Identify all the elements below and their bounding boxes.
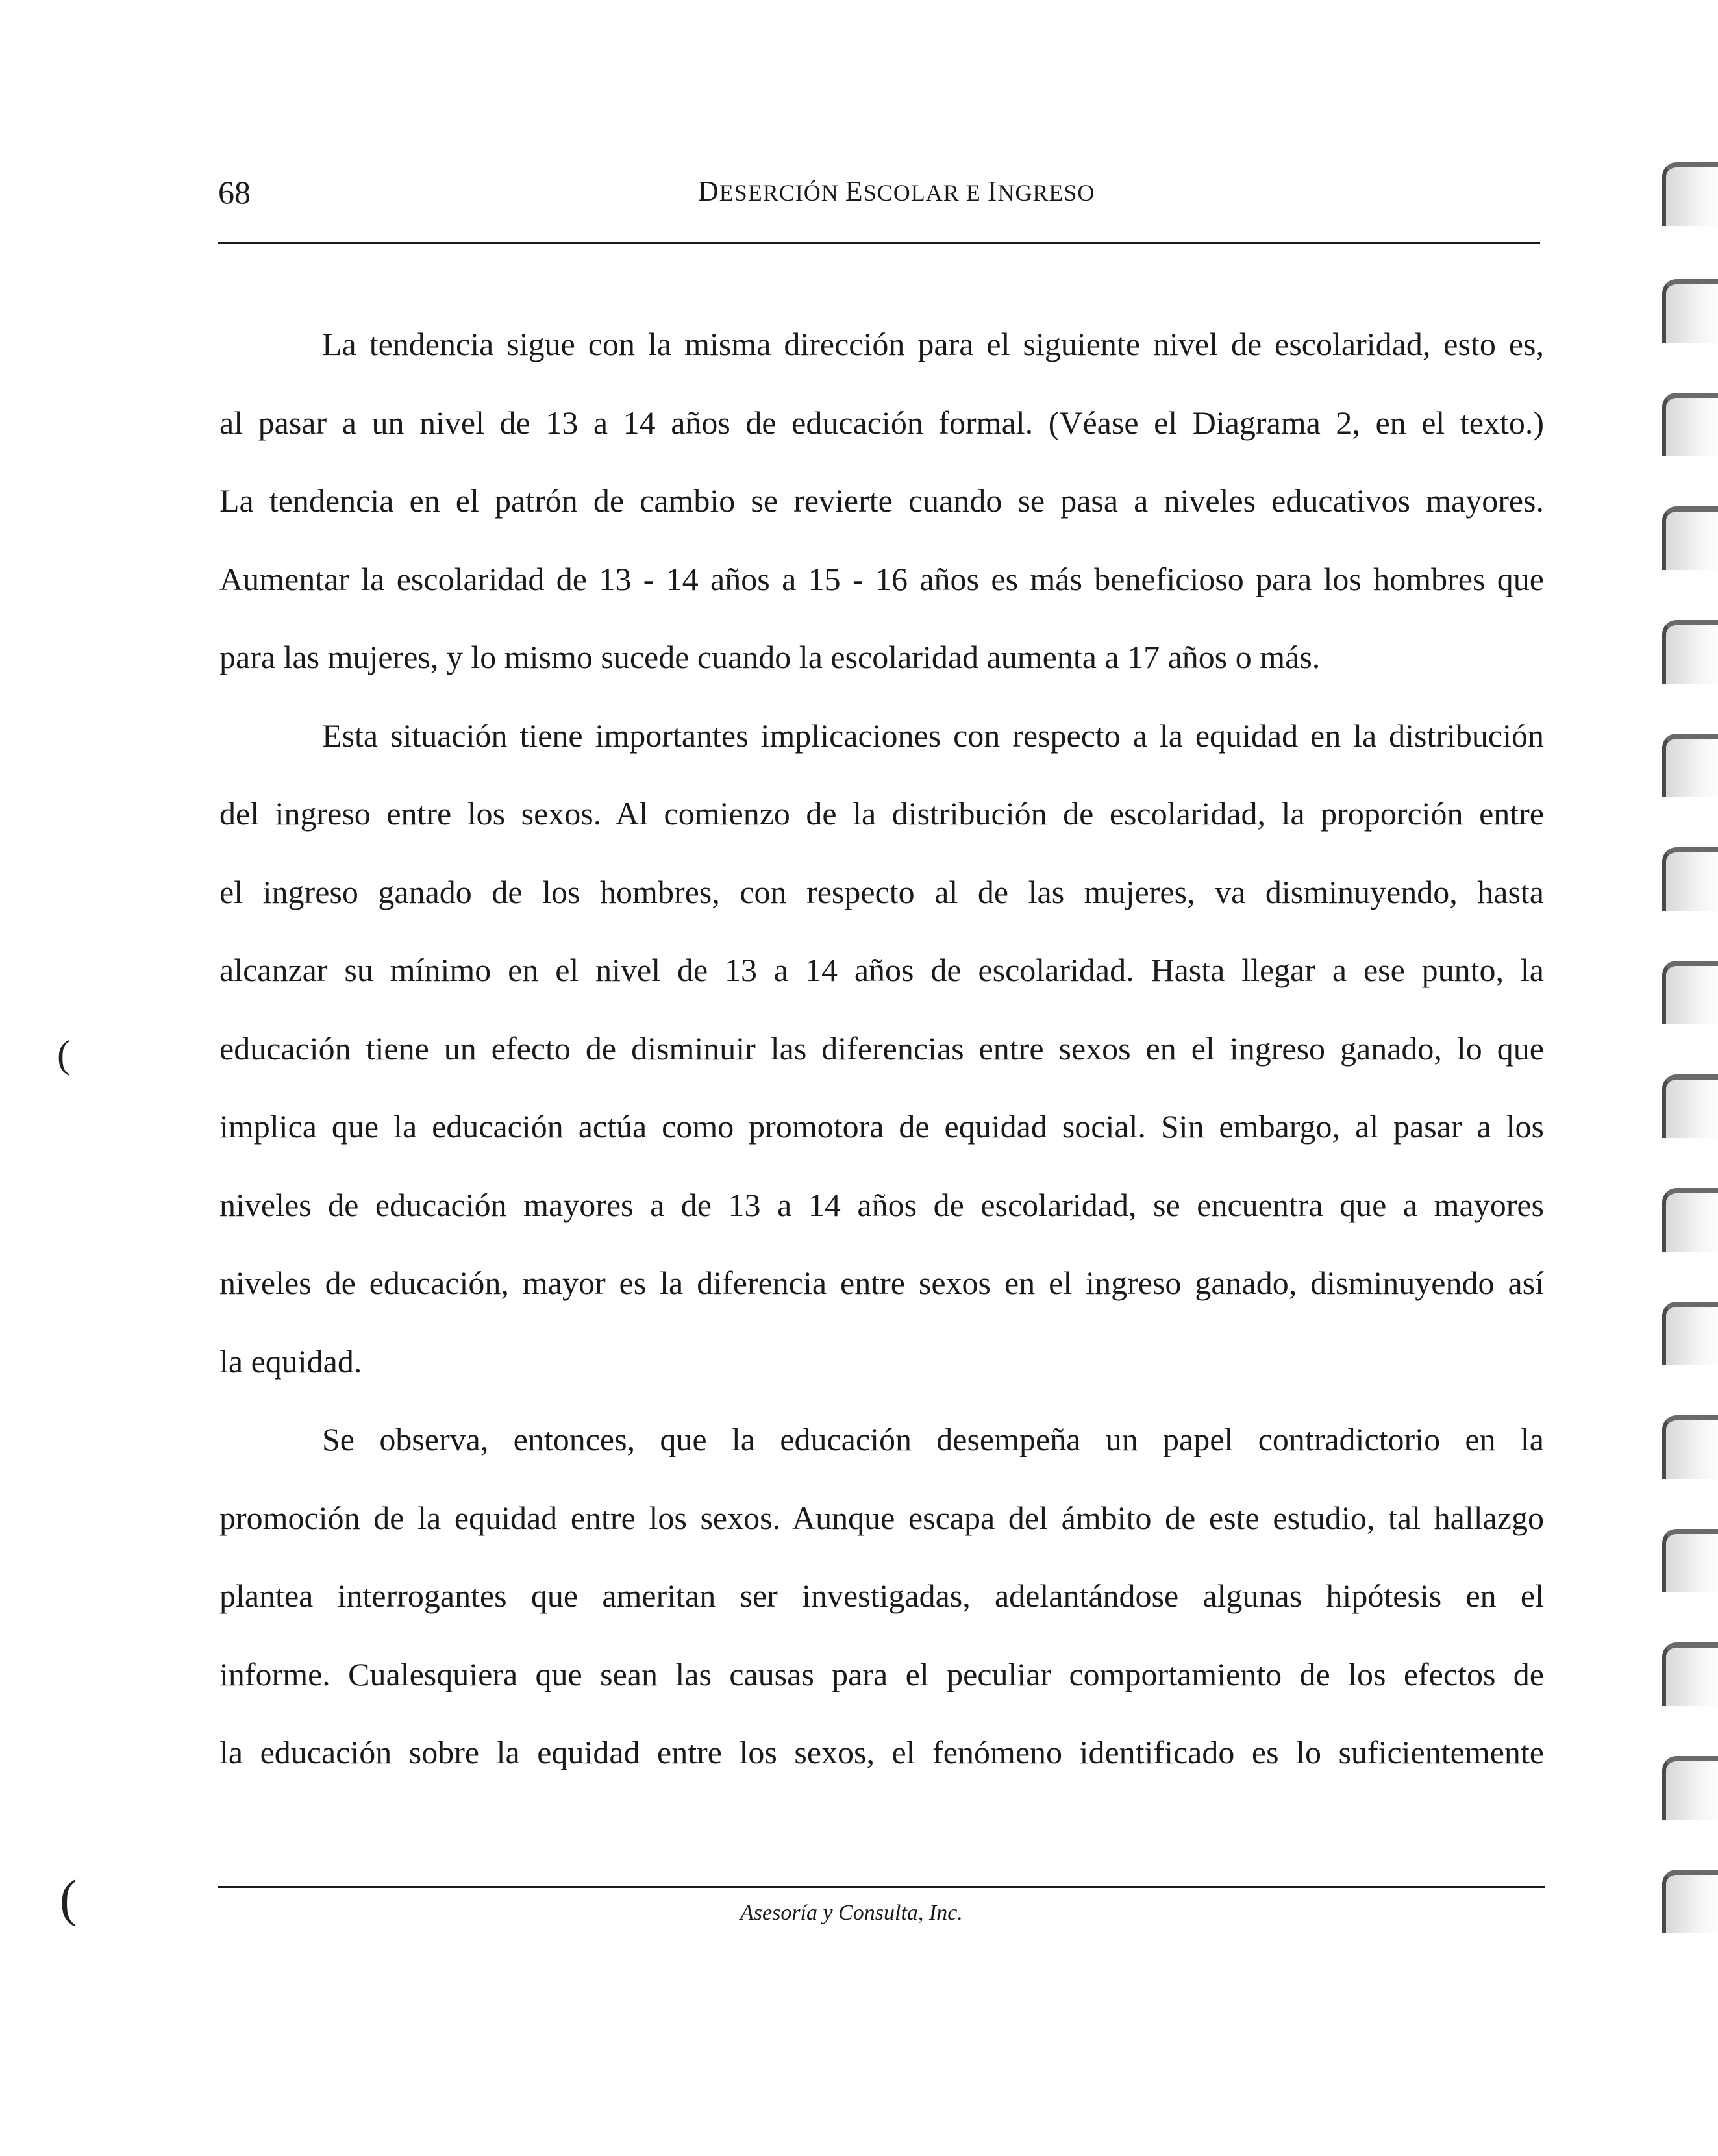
paragraph-2-line: Esta situación tiene importantes implicaciones con respecto a la equidad en la distribución: [322, 717, 1544, 754]
paragraph-2-line: del ingreso entre los sexos. Al comienzo de la distribución de escolaridad, la proporción entre: [219, 795, 1544, 832]
page-number: 68: [218, 174, 251, 210]
paragraph-2-line: niveles de educación mayores a de 13 a 14 años de escolaridad, se encuentra que a mayores: [219, 1186, 1544, 1223]
binding-coil: [1662, 279, 1718, 343]
binding-coil: [1662, 1188, 1718, 1252]
binding-coil: [1662, 1642, 1718, 1706]
margin-mark-bracket: (: [60, 1870, 77, 1927]
paragraph-3-line: Se observa, entonces, que la educación desempeña un papel contradictorio en la: [322, 1421, 1544, 1457]
running-head-part-2: SCOLAR E: [863, 180, 988, 206]
binding-coil: [1662, 847, 1718, 911]
spiral-binding: [1649, 39, 1718, 2156]
binding-coil: [1662, 1302, 1718, 1365]
paragraph-1-line: al pasar a un nivel de 13 a 14 años de educación formal. (Véase el Diagrama 2, en el texto.): [219, 404, 1544, 441]
binding-coil: [1662, 961, 1718, 1024]
running-head-part-1: ESERCIÓN: [719, 180, 845, 206]
paragraph-2-line: educación tiene un efecto de disminuir las diferencias entre sexos en el ingreso ganado, lo que: [219, 1030, 1544, 1067]
binding-coil: [1662, 1529, 1718, 1592]
margin-mark-bracket: (: [57, 1033, 70, 1076]
paragraph-1-line: para las mujeres, y lo mismo sucede cuando la escolaridad aumenta a 17 años o más.: [219, 639, 1321, 675]
binding-coil: [1662, 734, 1718, 797]
paragraph-1-line: Aumentar la escolaridad de 13 - 14 años a 15 - 16 años es más beneficioso para los hombres que: [219, 560, 1544, 597]
running-head-initial-e: E: [845, 175, 864, 207]
paragraph-3-line: la educación sobre la equidad entre los sexos, el fenómeno identificado es lo suficientemente: [219, 1734, 1544, 1770]
paragraph-2-line: niveles de educación, mayor es la diferencia entre sexos en el ingreso ganado, disminuyendo así: [219, 1265, 1544, 1301]
paragraph-2-line: alcanzar su mínimo en el nivel de 13 a 14 años de escolaridad. Hasta llegar a ese punto, la: [219, 952, 1544, 988]
paragraph-2-line: la equidad.: [219, 1343, 362, 1380]
running-head-initial-i: I: [987, 175, 998, 207]
paragraph-2-line: implica que la educación actúa como promotora de equidad social. Sin embargo, al pasar a los: [219, 1108, 1544, 1145]
binding-coil: [1662, 620, 1718, 684]
paragraph-1-line: La tendencia en el patrón de cambio se revierte cuando se pasa a niveles educativos mayores.: [219, 482, 1544, 519]
running-head: [698, 175, 1095, 209]
paragraph-3-line: promoción de la equidad entre los sexos. Aunque escapa del ámbito de este estudio, tal hallazgo: [219, 1499, 1544, 1536]
binding-coil: [1662, 1756, 1718, 1820]
header-rule: [218, 242, 1540, 244]
binding-coil: [1662, 1074, 1718, 1138]
running-head-initial-d: D: [698, 175, 719, 207]
binding-coil: [1662, 506, 1718, 570]
paragraph-3-line: informe. Cualesquiera que sean las causas para el peculiar comportamiento de los efectos de: [219, 1655, 1544, 1692]
body-text: [219, 305, 1544, 1792]
paragraph-3-line: plantea interrogantes que ameritan ser investigadas, adelantándose algunas hipótesis en el: [219, 1578, 1544, 1614]
paragraph-1-line: La tendencia sigue con la misma dirección para el siguiente nivel de escolaridad, esto es,: [322, 326, 1544, 362]
binding-coil: [1662, 1870, 1718, 1933]
footer-rule: [218, 1886, 1545, 1888]
binding-coil: [1662, 162, 1718, 226]
paragraph-2-line: el ingreso ganado de los hombres, con respecto al de las mujeres, va disminuyendo, hasta: [219, 873, 1544, 910]
binding-coil: [1662, 1415, 1718, 1479]
running-head-part-3: NGRESO: [997, 180, 1095, 206]
footer-publisher: Asesoría y Consulta, Inc.: [740, 1901, 963, 1925]
binding-coil: [1662, 393, 1718, 456]
